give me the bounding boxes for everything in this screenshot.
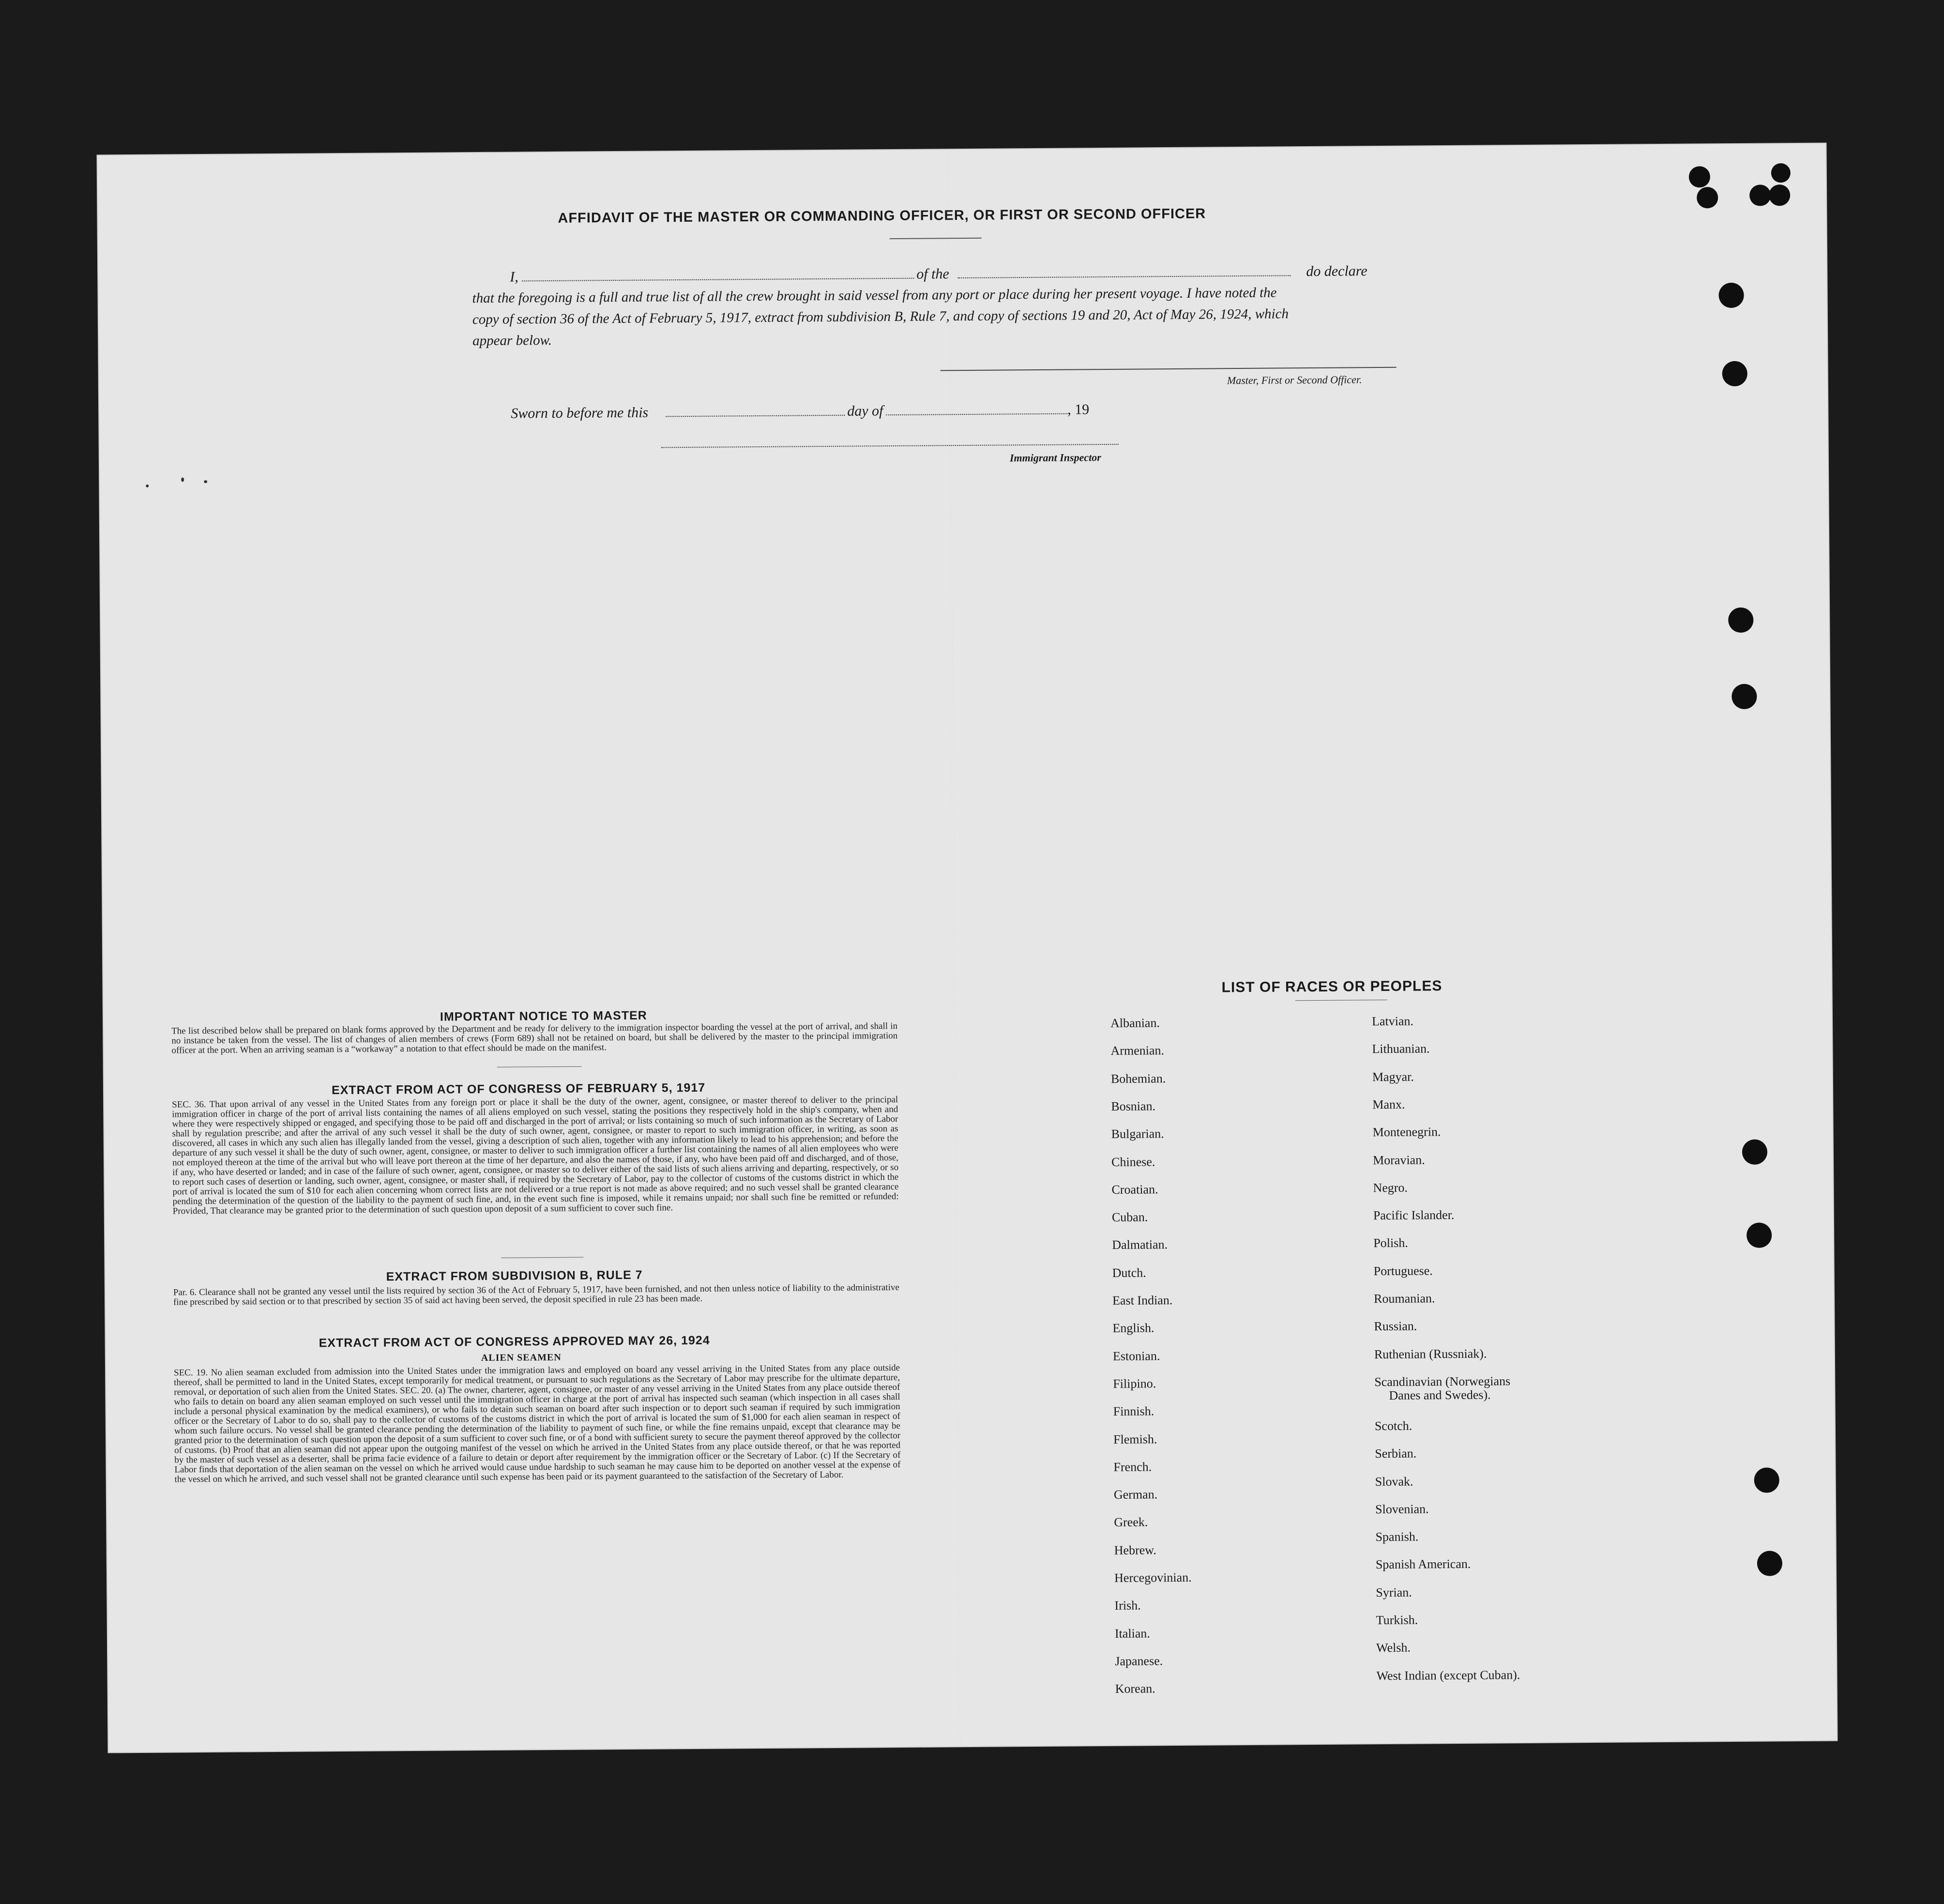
race-item: West Indian (except Cuban). [1376,1667,1520,1683]
extract-1924-title: EXTRACT FROM ACT OF CONGRESS APPROVED MAY 26, 1924 [319,1333,710,1350]
race-item: Bohemian. [1110,1071,1166,1086]
notice-text: The list described below shall be prepared on blank forms approved by the Department and be ready for delivery to the immigration inspector boarding the vessel at the port of arrival, and shall in no instance be taken from the vessel. The list of changes of alien members of crews (Form 689) shall not be retained on board, but shall be delivered by the master to the principal immigration officer at the port. When an arriving seaman is a “workaway” a notation to that effect should be made on the manifest. [171,1021,898,1056]
race-item: Spanish American. [1375,1557,1471,1572]
race-item: Manx. [1372,1097,1405,1112]
race-item: Magyar. [1372,1069,1414,1084]
section-divider [497,1066,582,1067]
race-item: Chinese. [1111,1154,1155,1169]
sworn-month-field[interactable] [886,413,1067,416]
affidavit-line-2: that the foregoing is a full and true list of all the crew brought in said vessel from any port or place during her present voyage. I have noted the [472,285,1277,306]
text-of-the: of the [916,266,949,282]
race-item: Irish. [1114,1598,1141,1613]
punch-hole [1754,1467,1779,1493]
section-divider [501,1257,583,1258]
extract-1917-title: EXTRACT FROM ACT OF CONGRESS OF FEBRUARY 5, 1917 [331,1081,706,1097]
race-item: Flemish. [1113,1432,1157,1447]
sworn-day-field[interactable] [666,415,845,417]
race-item: Albanian. [1110,1016,1160,1030]
race-item: Latvian. [1371,1014,1414,1029]
sworn-text: Sworn to before me this [511,404,649,422]
races-right-column [98,144,1826,156]
race-item: Armenian. [1110,1043,1165,1058]
race-item: Slovak. [1375,1474,1413,1489]
race-item: Scandinavian (Norwegians [1374,1374,1511,1389]
race-item: Danes and Swedes). [1389,1387,1491,1402]
race-item: Slovenian. [1375,1502,1429,1516]
race-item: Moravian. [1372,1152,1425,1167]
race-item: Bosnian. [1111,1099,1156,1113]
race-item: Scotch. [1374,1418,1412,1433]
punch-hole [1731,684,1757,709]
affidavit-line-3: copy of section 36 of the Act of February 5, 1917, extract from subdivision B, Rule 7, and copy of sections 19 and 20, Act of May 26, 1924, which [472,306,1289,328]
punch-hole [1742,1139,1767,1164]
alien-seamen-subtitle: ALIEN SEAMEN [481,1352,562,1364]
race-item: Cuban. [1111,1210,1148,1225]
race-item: Russian. [1374,1319,1417,1334]
race-item: Korean. [1115,1681,1155,1696]
inspector-caption: Immigrant Inspector [1009,451,1101,464]
affidavit-line-1 [510,263,1410,286]
punch-hole [1722,361,1747,386]
signature-caption: Master, First or Second Officer. [1227,373,1362,387]
punch-hole [1749,184,1771,206]
race-item: Roumanian. [1373,1291,1435,1306]
race-item: Polish. [1373,1236,1408,1250]
races-left-column [98,144,1826,156]
extract-1924-text: SEC. 19. No alien seaman excluded from admission into the United States under the immigration laws and employed on board any vessel arriving in the United States from any place outside thereof, shall be permitted to land in the United States, except temporarily for medical treatment, or pursuant to such regulations as the Secretary of Labor may prescribe for the ultimate departure, removal, or deportation of such alien from the United States. SEC. 20. (a) The owner, charterer, agent, consignee, or master of any vessel arriving in the United States from any place outside thereof who fails to detain on board any alien seaman employed on such vessel until the immigration officer in charge at the port of arrival has inspected such seaman (which inspection in all cases shall include a personal physical examination by the medical examiners), or who fails to detain such seaman on board after such inspection or to deport such seaman if required by such immigration officer or the Secretary of Labor to do so, shall pay to the collector of customs of the customs district in which the port of arrival is located the sum of $1,000 for each alien seaman in respect of whom such failure occurs. No vessel shall be granted clearance pending the determination of the liability to payment of such fine, or while the fine remains unpaid, except that clearance may be granted prior to the determination of such question upon the deposit of a sum sufficient to cover such fine, or of a bond with sufficient surety to secure the payment thereof approved by the collector of customs. (b) Proof that an alien seaman did not appear upon the outgoing manifest of the vessel on which he arrived in the United States from any place outside thereof, or that he was reported by the master of such vessel as a deserter, shall be prima facie evidence of a failure to detain or deport after requirement by the immigration officer or the Secretary of Labor. (c) If the Secretary of Labor finds that deportation of the alien seaman on the vessel on which he arrived would cause undue hardship to such seaman he may cause him to be deported on another vessel at the expense of the vessel on which he arrived, and such vessel shall not be granted clearance until such expense has been paid or its payment guaranteed to the satisfaction of the Secretary of Labor. [174,1362,901,1485]
inspector-signature-line[interactable] [661,444,1119,448]
extract-1917-text: SEC. 36. That upon arrival of any vessel in the United States from any foreign port or place it shall be the duty of the owner, agent, consignee, or master thereof to deliver to the principal immigration officer in charge of the port of arrival lists containing the names of all aliens employed on such vessel, stating the positions they respectively hold in the ship's company, when and where they were respectively shipped or engaged, and specifying those to be paid off and discharged in the port of arrival; or lists containing so much of such information as the Secretary of Labor shall by regulation prescribe; and after the arrival of any such vessel it shall be the duty of such owner, agent, consignee, or master to report to such immigration officer, in writing, as soon as discovered, all cases in which any such alien has illegally landed from the vessel, giving a description of such alien, together with any information likely to lead to his apprehension; and before the departure of any such vessel it shall be the duty of such owner, agent, consignee, or master to deliver to such immigration officer a further list containing the names of all alien employees who were not employed thereon at the time of the arrival but who will leave port thereon at the time of her departure, and also the names of those, if any, who have been paid off and discharged, and of those, if any, who have deserted or landed; and in case of the failure of such owner, agent, consignee, or master so to deliver either of the said lists of such aliens arriving and departing, respectively, or so to report such cases of desertion or landing, such owner, agent, consignee, or master shall, if required by the Secretary of Labor, pay to the collector of customs of the customs district in which the port of arrival is located the sum of $10 for each alien concerning whom correct lists are not delivered or a true report is not made as above required; and no such vessel shall be granted clearance pending the determination of the question of the liability to the payment of such fine, and, in the event such fine is imposed, while it remains unpaid; nor shall such fine be remitted or refunded: Provided, That clearance may be granted prior to the determination of such question upon deposit of a sum sufficient to cover such fine. [172,1095,899,1217]
text-i: I, [510,269,518,285]
fold-crease [947,150,960,1746]
affidavit-title: AFFIDAVIT OF THE MASTER OR COMMANDING OFFICER, OR FIRST OR SECOND OFFICER [558,206,1206,226]
punch-hole [1747,1222,1772,1248]
race-item: Dalmatian. [1112,1237,1168,1252]
race-item: Bulgarian. [1111,1127,1164,1142]
race-item: Dutch. [1112,1265,1146,1280]
race-item: Syrian. [1376,1585,1412,1599]
race-item: Finnish. [1113,1404,1154,1419]
race-item: Greek. [1114,1515,1148,1530]
race-item: Croatian. [1111,1182,1158,1197]
race-item: Welsh. [1376,1640,1411,1655]
rule7-title: EXTRACT FROM SUBDIVISION B, RULE 7 [386,1268,643,1284]
sworn-day-of: day of [847,403,883,419]
race-item: Ruthenian (Russniak). [1374,1346,1487,1361]
punch-hole [1771,163,1791,183]
notice-title: IMPORTANT NOTICE TO MASTER [440,1008,647,1024]
ink-speck [146,485,149,487]
punch-hole [1769,184,1790,206]
punch-hole [1757,1551,1782,1576]
ink-speck [204,480,207,483]
race-item: Hebrew. [1114,1542,1156,1557]
title-divider [890,238,982,239]
document-sheet [98,144,1837,1752]
punch-hole [1718,283,1744,308]
race-item: Turkish. [1376,1613,1418,1628]
race-item: Montenegrin. [1372,1125,1441,1140]
races-title: LIST OF RACES OR PEOPLES [1221,978,1443,996]
race-item: Japanese. [1115,1654,1163,1668]
race-item: Filipino. [1113,1376,1156,1391]
races-divider [1295,1000,1387,1001]
race-item: French. [1113,1460,1152,1474]
punch-hole [1697,187,1718,208]
race-item: Negro. [1373,1180,1408,1195]
ink-speck [181,477,184,482]
race-item: Portuguese. [1373,1263,1433,1278]
punch-hole [1728,608,1753,633]
punch-hole [1689,166,1710,187]
race-item: Lithuanian. [1372,1041,1430,1056]
race-item: English. [1112,1321,1154,1336]
race-item: East Indian. [1112,1293,1173,1308]
signature-line[interactable] [941,367,1397,371]
race-item: Estonian. [1112,1348,1160,1363]
race-item: Hercegovinian. [1114,1570,1192,1585]
text-do-declare: do declare [1306,263,1367,280]
rule7-text: Par. 6. Clearance shall not be granted any vessel until the lists required by section 36 of the Act of February 5, 1917, have been furnished, and not then unless notice of liability to the administrative fine prescribed by said section or to that prescribed by section 35 of said act having been served, the deposit specified in rule 23 has been made. [173,1282,899,1308]
race-item: Serbian. [1375,1446,1417,1461]
affidavit-line-4: appear below. [472,332,552,349]
sworn-year: , 19 [1067,401,1090,418]
race-item: Pacific Islander. [1373,1208,1455,1223]
race-item: Italian. [1114,1626,1150,1641]
race-item: German. [1113,1487,1158,1502]
race-item: Spanish. [1375,1529,1419,1544]
